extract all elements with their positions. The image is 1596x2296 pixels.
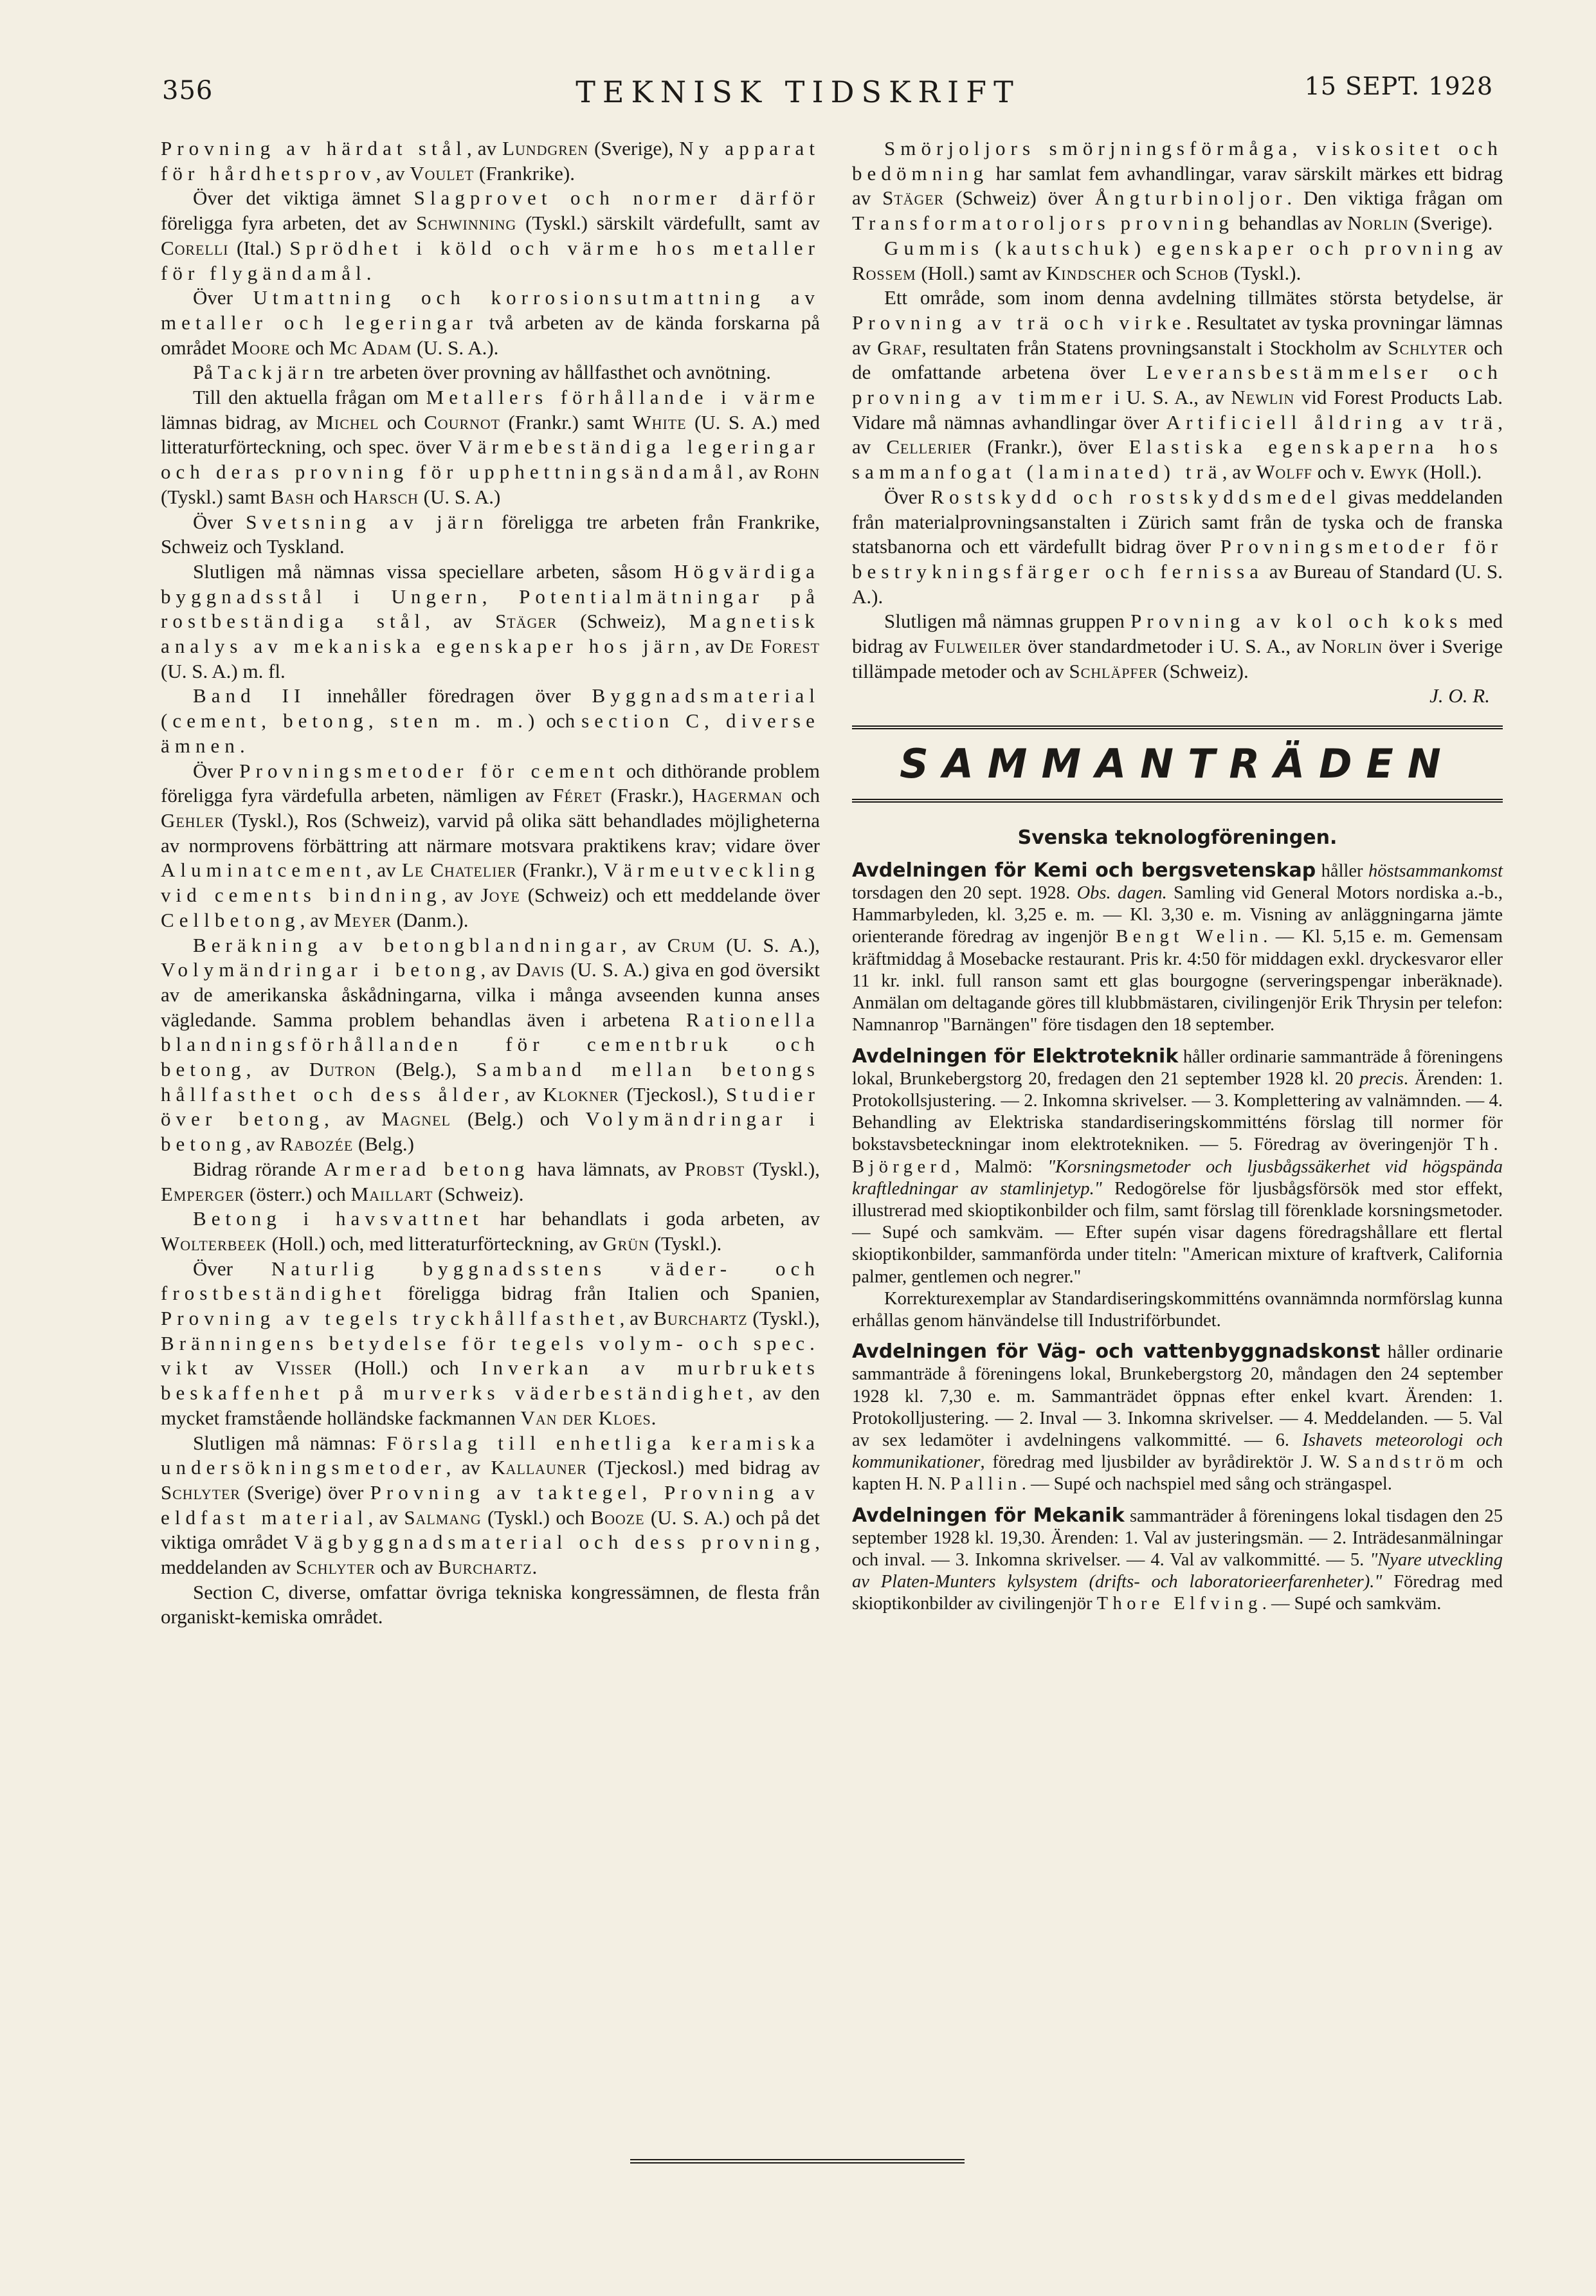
left-column (161, 136, 820, 1630)
author-signature: J. O. R. (1429, 684, 1490, 707)
left-paragraph-9: Över Provningsmetoder för cement och dithörande problem föreligga fyra värdefulla arbeten, nämligen av Féret (Fraskr.), Hagerman och Gehler (Tyskl.), Ros (Schweiz), varvid på olika sätt behandlades möjligheterna av normprovens förbättring att närmare motsvara praktikens krav; vidare över Aluminatcement, av Le Chatelier (Frankr.), Värmeutveckling vid cements bindning, av Joye (Schweiz) och ett meddelande över Cellbetong, av Meyer (Danm.). (161, 759, 821, 931)
society-heading: Svenska teknologföreningen. (1017, 826, 1338, 850)
left-paragraph-11: Bidrag rörande Armerad betong hava lämnats, av Probst (Tyskl.), Emperger (österr.) och Maillart (Schweiz). (161, 1157, 820, 1205)
right-paragraph-4: Över Rostskydd och rostskyddsmedel givas meddelanden från materialprovningsanstalten i Zürich samt från de tyska och de franska statsbanorna och ett värdefullt bidrag över Provningsmetoder för bestrykningsfärger och fernissa av Bureau of Standard (U. S. A.). (852, 485, 1503, 608)
notice-elektro: Avdelningen för Elektroteknik håller ordinarie sammanträde å föreningens lokal, Brunkebergstorg 20, fredagen den 21 september 1928 kl. 20 precis. Ärenden: 1. Protokollsjustering. — 2. Inkomna skrivelser. — 3. Komplettering av valnämnden. — 4. Behandling av Elektriska standardiseringskommitténs förslag till normer för bokstavsbeteckningar inom elektrotekniken. — 5. Föredrag av överingenjör Th. Björgerd, Malmö: "Korsningsmetoder och ljusbågssäkerhet vid högspända kraftledningar av stamlinjetyp." Redogörelse för ljusbågsförsök med stor effekt, illustrerad med skioptikonbilder och film, samt förslag till förenklade korsningsmetoder. — Supé och samkväm. — Efter supén visar dagens föredragshållare ett flertal skioptikonbilder, sammanförda under titeln: "American mixture of kraftverk, California palmer, gentlemen och negrer." (852, 1044, 1503, 1287)
notice-kemi: Avdelningen för Kemi och bergsvetenskap håller höstsammankomst torsdagen den 20 sept. 1928. Obs. dagen. Samling vid General Motors nordiska a.-b., Hammarbyleden, kl. 3,25 e. m. — Kl. 3,30 e. m. Visning av anläggningarna jämte orienterande föredrag av ingenjör Bengt Welin. — Kl. 5,15 e. m. Gemensam kräftmiddag å Mosebacke restaurant. Pris kr. 4:50 för middagen exkl. dryckesvaror eller 11 kr. inkl. full ranson samt ett glas bourgogne (serveringspengar inberäknade). Anmälan om deltagande göres till klubbmästaren, civilingenjör Erik Thrysin per telefon: Namnanrop "Barnängen" före tisdagen den 18 september. (852, 859, 1503, 1035)
left-paragraph-3: Över Utmattning och korrosionsutmattning av metaller och legeringar två arbeten av de kända forskarna på området Moore och Mc Adam (U. S. A.). (161, 286, 821, 359)
page-number: 356 (162, 76, 213, 105)
journal-title: TEKNISK TIDSKRIFT (576, 75, 1020, 109)
right-paragraph-2: Gummis (kautschuk) egenskaper och provning av Rossem (Holl.) samt av Kindscher och Schob (Tyskl.). (852, 236, 1503, 284)
section-banner (852, 725, 1503, 803)
notice-vag: Avdelningen för Väg- och vattenbyggnadskonst håller ordinarie sammanträde å föreningens lokal, Brunkebergstorg 20, måndagen den 24 september 1928 kl. 7,30 e. m. Sammanträdet öppnas efter enkel kvart. Ärenden: 1. Protokolljustering. — 2. Inval — 3. Inkomna skrivelser. — 4. Meddelanden. — 5. Val av sex ledamöter i avdelningens valkommitté. — 6. Ishavets meteorologi och kommunikationer, föredrag med ljusbilder av byrådirektör J. W. Sandström och kapten H. N. Pallin. — Supé och nachspiel med sång och strängaspel. (852, 1340, 1503, 1495)
left-paragraph-7: Slutligen må nämnas vissa speciellare arbeten, såsom Högvärdiga byggnadsstål i Ungern, Potentialmätningar på rostbeständiga stål, av Stäger (Schweiz), Magnetisk analys av mekaniska egenskaper hos järn, av De Forest (U. S. A.) m. fl. (161, 560, 820, 682)
left-paragraph-12: Betong i havsvattnet har behandlats i goda arbeten, av Wolterbeek (Holl.) och, med litteraturförteckning, av Grün (Tyskl.). (161, 1207, 820, 1255)
notice-elektro-note: Korrekturexemplar av Standardiseringskommitténs ovannämnda normförslag kunna erhållas genom hänvändelse till Industriförbundet. (852, 1288, 1503, 1331)
right-column (852, 136, 1503, 1616)
notice-mekanik: Avdelningen för Mekanik sammanträder å föreningens lokal tisdagen den 25 september 1928 kl. 19,30. Ärenden: 1. Val av justeringsmän. — 2. Inträdesanmälningar och inval. — 3. Inkomna skrivelser. — 4. Val av valkommitté. — 5. "Nyare utveckling av Platen-Munters kylsystem (drifts- och laboratorieerfarenheter)." Föredrag med skioptikonbilder av civilingenjör Thore Elfving. — Supé och samkväm. (852, 1504, 1503, 1614)
right-paragraph-1: Smörjoljors smörjningsförmåga, viskositet och bedömning har samlat fem avhandlingar, varav särskilt märkes ett bidrag av Stäger (Schweiz) över Ångturbinoljor. Den viktiga frågan om Transformatoroljors provning behandlas av Norlin (Sverige). (852, 137, 1503, 235)
left-paragraph-8: Band II innehåller föredragen över Byggnadsmaterial (cement, betong, sten m. m.) och section C, diverse ämnen. (161, 684, 820, 757)
left-paragraph-6: Över Svetsning av järn föreligga tre arbeten från Frankrike, Schweiz och Tyskland. (161, 510, 820, 558)
left-paragraph-13: Över Naturlig byggnadsstens väder- och frostbeständighet föreligga bidrag från Italien och Spanien, Provning av tegels tryckhållfasthet, av Burchartz (Tyskl.), Bränningens betydelse för tegels volym- och spec. vikt av Visser (Holl.) och Inverkan av murbrukets beskaffenhet på murverks väderbeständighet, av den mycket framstående holländske fackmannen Van der Kloes. (161, 1257, 820, 1429)
end-rule (630, 2159, 965, 2166)
right-paragraph-3: Ett område, som inom denna avdelning tillmätes största betydelse, är Provning av trä och virke. Resultatet av tyska provningar lämnas av Graf, resultaten från Statens provningsanstalt i Stockholm av Schlyter och de omfattande arbetena över Leveransbestämmelser och provning av timmer i U. S. A., av Newlin vid Forest Products Lab. Vidare må nämnas avhandlingar över Artificiell åldring av trä, av Cellerier (Frankr.), över Elastiska egenskaperna hos sammanfogat (laminated) trä, av Wolff och v. Ewyk (Holl.). (852, 286, 1503, 484)
left-paragraph-15: Section C, diverse, omfattar övriga tekniska kongressämnen, de flesta från organiskt-kemiska området. (161, 1580, 820, 1628)
meeting-notices (852, 860, 1503, 1616)
issue-date: 15 SEPT. 1928 (1304, 72, 1493, 100)
left-paragraph-10: Beräkning av betongblandningar, av Crum (U. S. A.), Volymändringar i betong, av Davis (U. S. A.) giva en god översikt av de amerikanska åskådningarna, vilka i många avseenden kunna anses vägledande. Samma problem behandlas även i arbetena Rationella blandningsförhållanden för cementbruk och betong, av Dutron (Belg.), Samband mellan betongs hållfasthet och dess ålder, av Klokner (Tjeckosl.), Studier över betong, av Magnel (Belg.) och Volymändringar i betong, av Rabozée (Belg.) (161, 933, 821, 1156)
left-paragraph-5: Till den aktuella frågan om Metallers förhållande i värme lämnas bidrag, av Michel och Cournot (Frankr.) samt White (U. S. A.) med litteraturförteckning, och spec. över Värmebeständiga legeringar och deras provning för upphettningsändamål, av Rohn (Tyskl.) samt Bash och Harsch (U. S. A.) (161, 386, 821, 508)
right-paragraph-5: Slutligen må nämnas gruppen Provning av kol och koks med bidrag av Fulweiler över standardmetoder i U. S. A., av Norlin över i Sverige tillämpade metoder och av Schläpfer (Schweiz). (852, 610, 1503, 682)
banner-title: SAMMANTRÄDEN (900, 740, 1455, 788)
left-paragraph-2: Över det viktiga ämnet Slagprovet och normer därför föreligga fyra arbeten, det av Schwinning (Tyskl.) särskilt värdefullt, samt av Corelli (Ital.) Sprödhet i köld och värme hos metaller för flygändamål. (161, 187, 820, 284)
left-paragraph-14: Slutligen må nämnas: Förslag till enhetliga keramiska undersökningsmetoder, av Kallauner (Tjeckosl.) med bidrag av Schlyter (Sverige) över Provning av taktegel, Provning av eldfast material, av Salmang (Tyskl.) och Booze (U. S. A.) och på det viktiga området Vägbyggnadsmaterial och dess provning, meddelanden av Schlyter och av Burchartz. (161, 1431, 820, 1579)
left-paragraph-1: Provning av härdat stål, av Lundgren (Sverige), Ny apparat för hårdhetsprov, av Voulet (Frankrike). (161, 137, 821, 185)
left-paragraph-4: På Tackjärn tre arbeten över provning av hållfasthet och avnötning. (193, 361, 772, 384)
